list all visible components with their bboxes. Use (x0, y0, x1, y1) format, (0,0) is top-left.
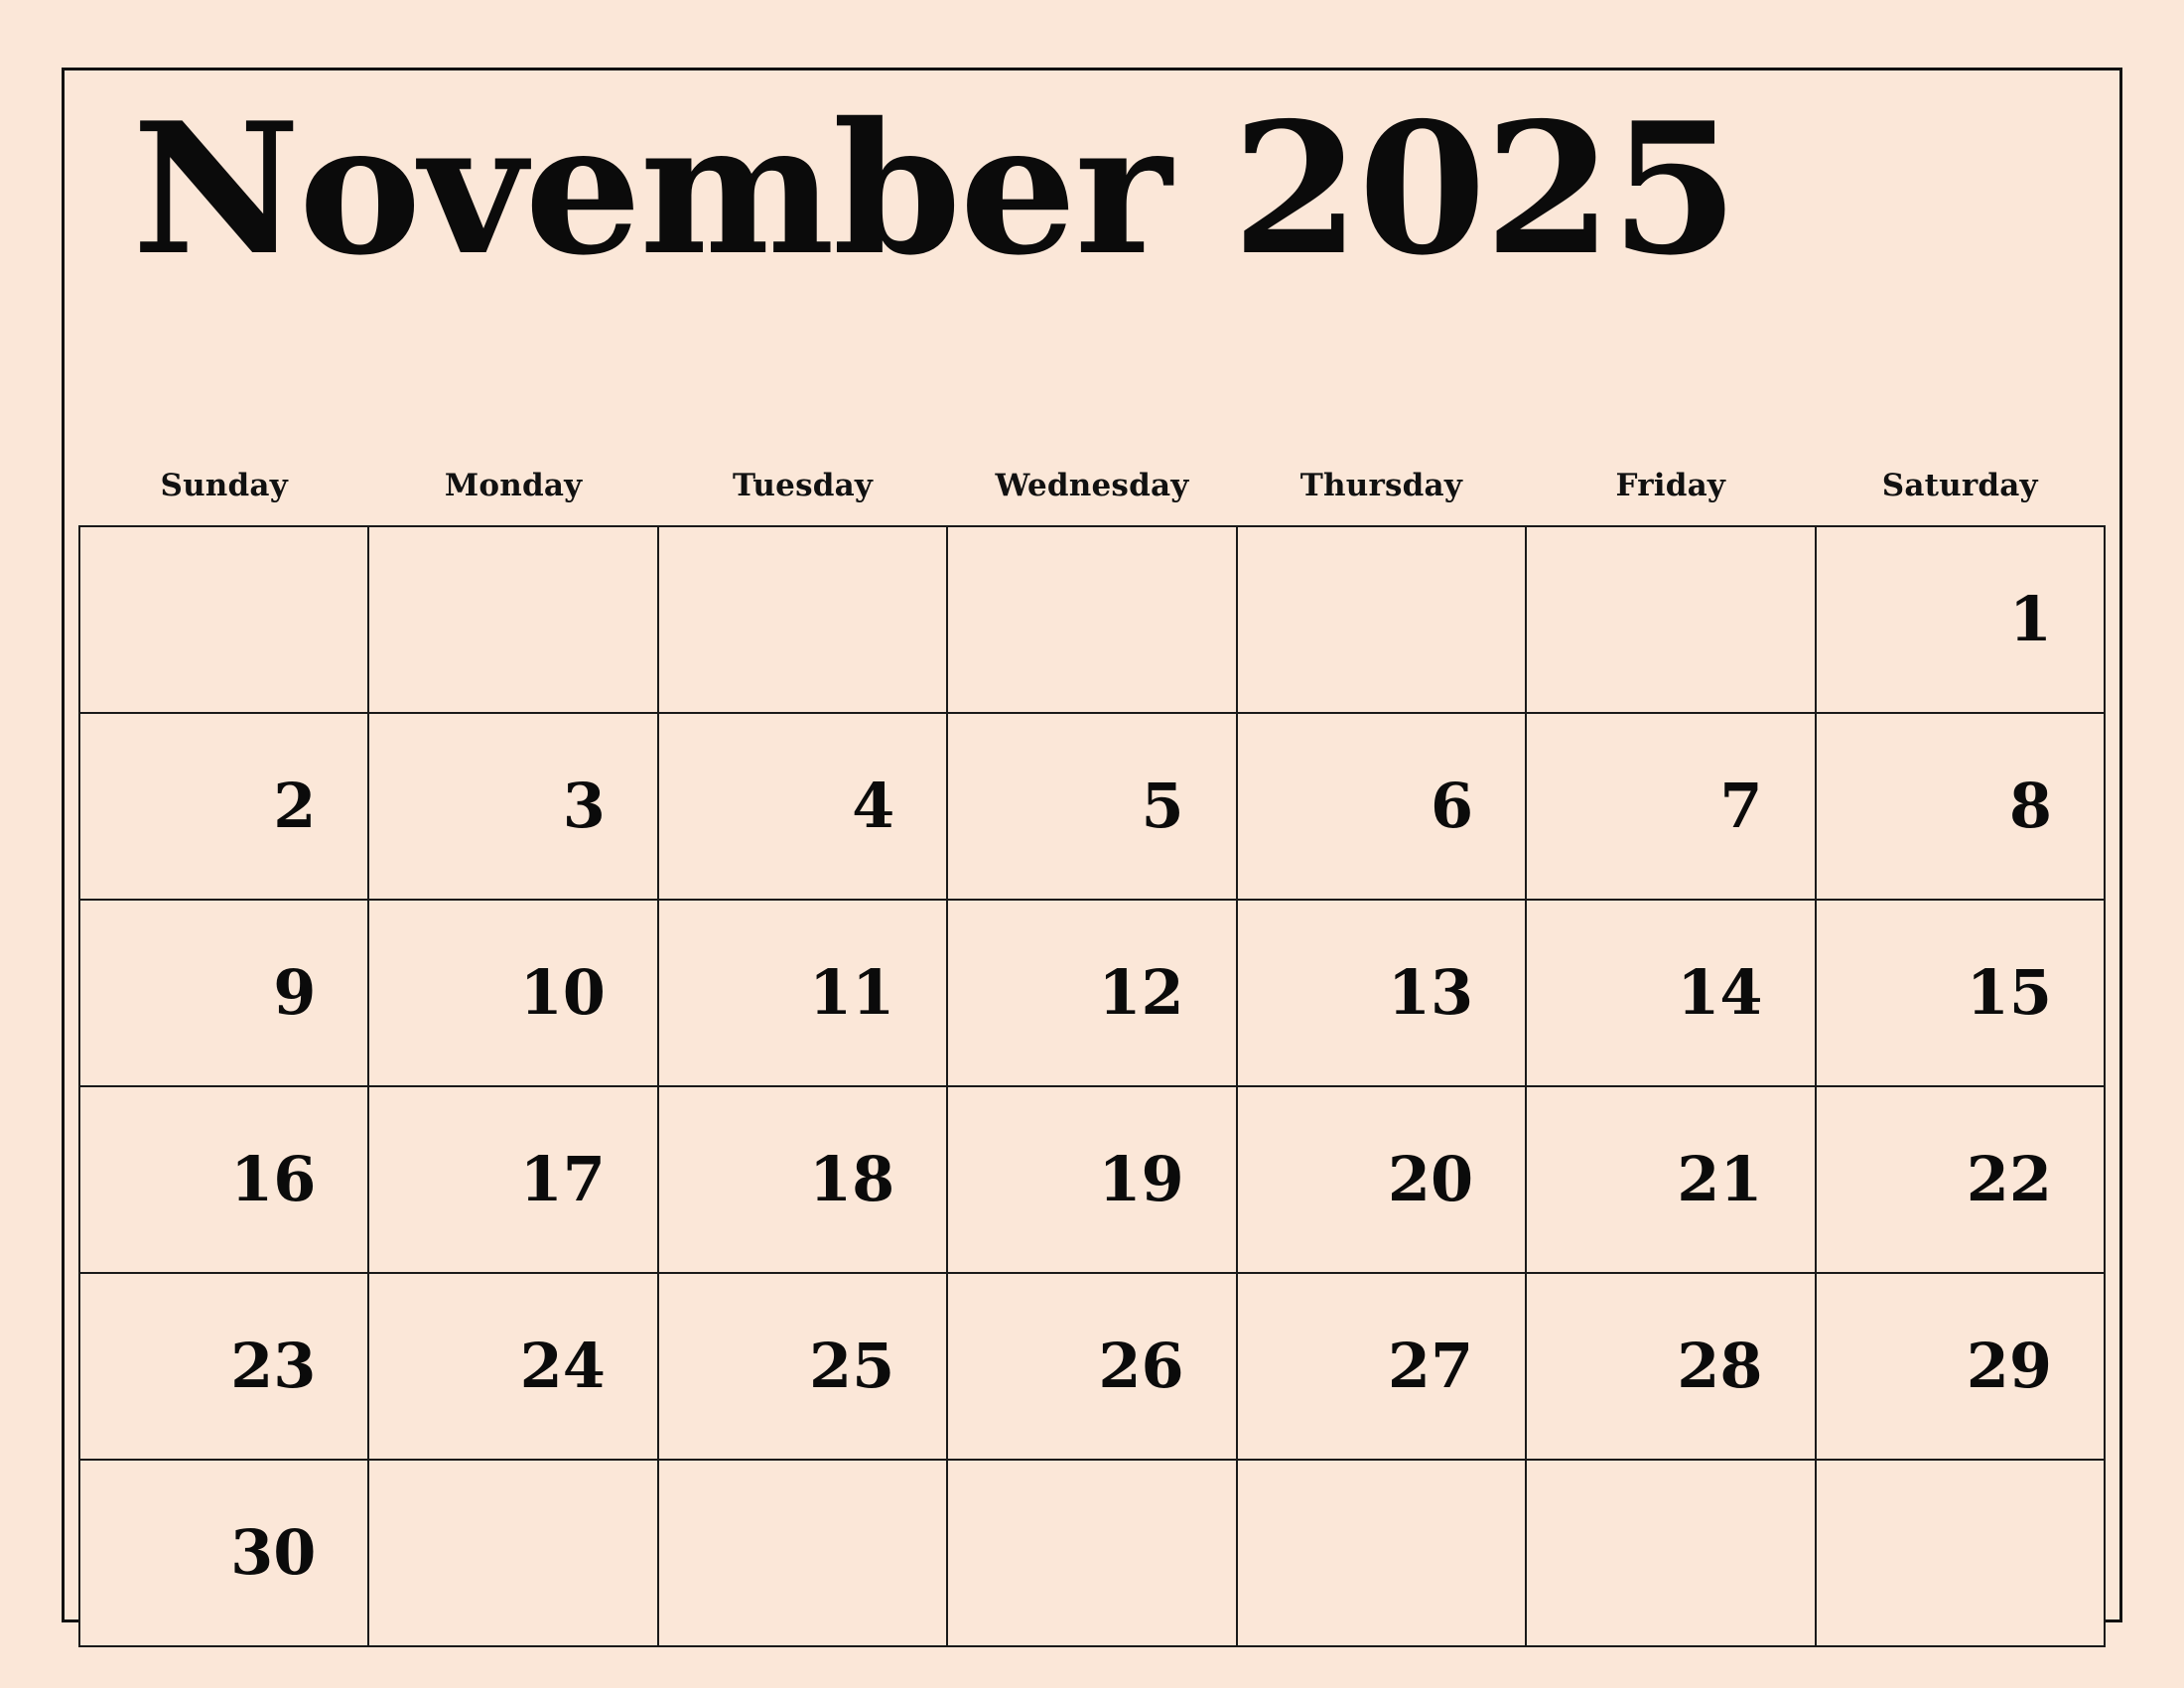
day-number: 5 (1141, 770, 1184, 842)
day-cell[interactable] (79, 526, 368, 713)
page-title: November 2025 (132, 82, 1737, 295)
day-cell[interactable] (1237, 1086, 1526, 1273)
day-cell[interactable] (1526, 900, 1815, 1086)
day-cell[interactable] (1237, 1273, 1526, 1460)
day-number: 24 (519, 1330, 606, 1402)
day-cell[interactable] (368, 1086, 657, 1273)
day-number: 21 (1677, 1143, 1763, 1215)
day-number: 16 (230, 1143, 317, 1215)
day-cell[interactable] (658, 713, 947, 900)
day-cell[interactable] (947, 1273, 1236, 1460)
day-number: 13 (1387, 956, 1474, 1029)
day-number: 9 (273, 956, 317, 1029)
day-cell[interactable] (1526, 1460, 1815, 1646)
weekday-header-monday: Monday (444, 468, 583, 503)
day-number: 11 (808, 956, 895, 1029)
calendar-week-row (79, 1086, 2105, 1273)
day-number: 29 (1966, 1330, 2052, 1402)
weekday-header-thursday: Thursday (1299, 468, 1463, 503)
day-cell[interactable] (1237, 713, 1526, 900)
day-cell[interactable] (1816, 713, 2105, 900)
day-number: 22 (1966, 1143, 2052, 1215)
day-number: 12 (1098, 956, 1184, 1029)
calendar-week-row (79, 526, 2105, 713)
day-number: 30 (230, 1516, 317, 1589)
day-cell[interactable] (658, 1273, 947, 1460)
day-number: 7 (1719, 770, 1763, 842)
day-cell[interactable] (658, 526, 947, 713)
day-cell[interactable] (1526, 713, 1815, 900)
day-cell[interactable] (1237, 900, 1526, 1086)
day-number: 28 (1677, 1330, 1763, 1402)
day-cell[interactable] (1816, 1273, 2105, 1460)
weekday-header-wednesday: Wednesday (995, 468, 1189, 503)
day-number: 14 (1677, 956, 1763, 1029)
day-cell[interactable] (1816, 900, 2105, 1086)
day-cell[interactable] (658, 900, 947, 1086)
day-cell[interactable] (1526, 1273, 1815, 1460)
day-number: 4 (852, 770, 895, 842)
day-cell[interactable] (947, 900, 1236, 1086)
calendar-grid (78, 468, 2106, 1588)
day-cell[interactable] (1816, 1460, 2105, 1646)
day-number: 1 (2008, 583, 2052, 655)
weekday-header-row (79, 468, 2105, 526)
calendar-week-row (79, 1273, 2105, 1460)
calendar-week-row (79, 713, 2105, 900)
calendar-week-row (79, 900, 2105, 1086)
day-number: 10 (519, 956, 606, 1029)
day-number: 17 (519, 1143, 606, 1215)
calendar-table (78, 468, 2106, 1647)
day-cell[interactable] (79, 1273, 368, 1460)
day-cell[interactable] (368, 1460, 657, 1646)
day-number: 20 (1387, 1143, 1474, 1215)
day-number: 27 (1387, 1330, 1474, 1402)
day-cell[interactable] (1526, 526, 1815, 713)
day-cell[interactable] (368, 526, 657, 713)
day-number: 3 (562, 770, 606, 842)
day-cell[interactable] (1237, 1460, 1526, 1646)
calendar-page (62, 68, 2122, 1622)
day-cell[interactable] (368, 1273, 657, 1460)
day-number: 6 (1430, 770, 1474, 842)
day-cell[interactable] (947, 713, 1236, 900)
day-cell[interactable] (1816, 526, 2105, 713)
weekday-header-sunday: Sunday (160, 468, 288, 503)
day-cell[interactable] (79, 900, 368, 1086)
weekday-header-saturday: Saturday (1881, 468, 2038, 503)
day-number: 26 (1098, 1330, 1184, 1402)
weekday-header-friday: Friday (1615, 468, 1726, 503)
day-cell[interactable] (79, 1086, 368, 1273)
day-cell[interactable] (1816, 1086, 2105, 1273)
calendar-week-row (79, 1460, 2105, 1646)
day-cell[interactable] (368, 900, 657, 1086)
day-number: 2 (273, 770, 317, 842)
weekday-header-tuesday: Tuesday (732, 468, 874, 503)
day-cell[interactable] (368, 713, 657, 900)
day-number: 25 (808, 1330, 895, 1402)
day-cell[interactable] (947, 1460, 1236, 1646)
day-cell[interactable] (658, 1086, 947, 1273)
day-cell[interactable] (79, 713, 368, 900)
day-cell[interactable] (79, 1460, 368, 1646)
day-number: 18 (808, 1143, 895, 1215)
day-cell[interactable] (947, 526, 1236, 713)
day-number: 19 (1098, 1143, 1184, 1215)
day-cell[interactable] (1526, 1086, 1815, 1273)
day-cell[interactable] (947, 1086, 1236, 1273)
day-cell[interactable] (658, 1460, 947, 1646)
day-number: 8 (2008, 770, 2052, 842)
day-cell[interactable] (1237, 526, 1526, 713)
day-number: 23 (230, 1330, 317, 1402)
day-number: 15 (1966, 956, 2052, 1029)
